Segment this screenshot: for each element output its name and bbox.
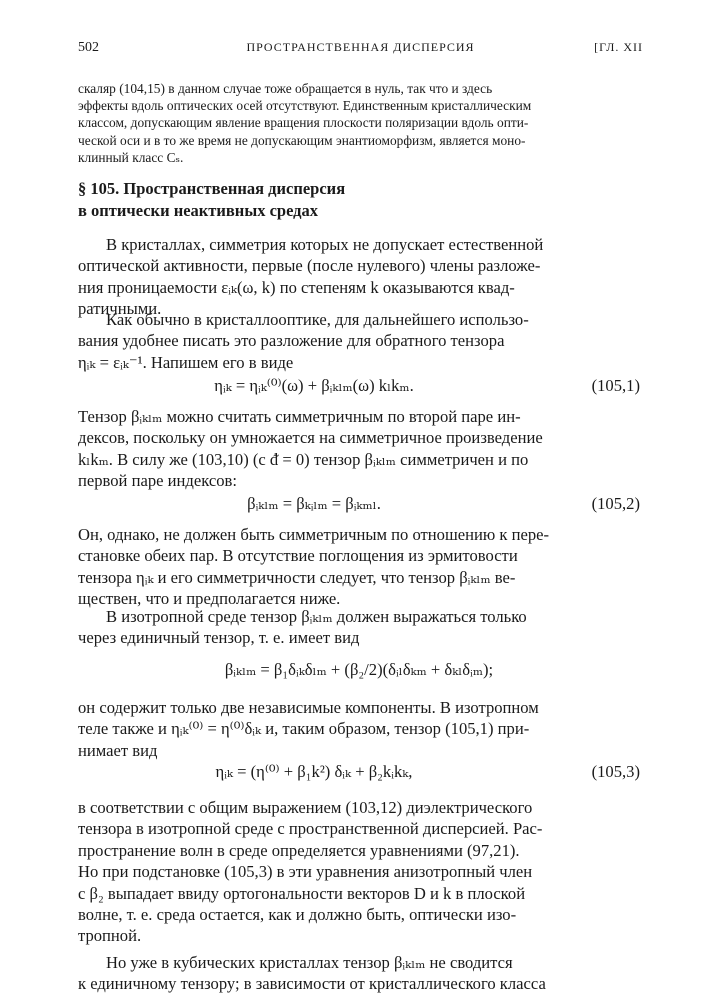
text-line: тензора ηᵢₖ и его симметричности следует, что тензор βᵢₖₗₘ ве-: [78, 567, 516, 587]
text-line: В кристаллах, симметрия которых не допускает естественной: [106, 235, 544, 254]
text-line: пространение волн в среде определяется уравнениями (97,21).: [78, 840, 520, 860]
running-title: ПРОСТРАНСТВЕННАЯ ДИСПЕРСИЯ: [246, 40, 475, 54]
text-line: Но при подстановке (105,3) в эти уравнения анизотропный член: [78, 862, 533, 882]
text-line: оптической активности, первые (после нулевого) члены разложе-: [78, 256, 541, 276]
paragraph-8: [78, 952, 640, 995]
equation-number: (105,3): [591, 762, 640, 781]
text-line: он содержит только две независимые компоненты. В изотропном: [78, 698, 539, 717]
equation-number: (105,2): [591, 494, 640, 513]
paragraph-6: [78, 697, 640, 761]
text-line: тропной.: [78, 926, 142, 946]
text-line: ηᵢₖ = εᵢₖ⁻¹. Напишем его в виде: [78, 352, 294, 372]
section-heading: [78, 178, 638, 222]
text-line: тензора в изотропной среде с пространственной дисперсией. Рас-: [78, 819, 543, 839]
equation-formula: ηᵢₖ = ηᵢₖ⁽⁰⁾(ω) + βᵢₖₗₘ(ω) kₗkₘ.: [214, 376, 414, 395]
text-line: ния проницаемости εᵢₖ(ω, k) по степеням k оказываются квад-: [78, 277, 515, 297]
text-line: первой паре индексов:: [78, 471, 237, 491]
text-line: теле также и ηᵢₖ⁽⁰⁾ = η⁽⁰⁾δᵢₖ и, таким образом, тензор (105,1) при-: [78, 719, 530, 739]
text-line: волне, т. е. среда остается, как и должно быть, оптически изо-: [78, 905, 517, 925]
text-line: нимает вид: [78, 740, 158, 760]
text-line: В изотропной среде тензор βᵢₖₗₘ должен выражаться только: [106, 607, 527, 626]
paragraph-7: [78, 797, 640, 947]
text-line: становке обеих пар. В отсутствие поглощения из эрмитовости: [78, 546, 518, 566]
section-title-line1: § 105. Пространственная дисперсия: [78, 179, 346, 198]
text-line: через единичный тензор, т. е. имеет вид: [78, 628, 360, 648]
text-line: в соответствии с общим выражением (103,12) диэлектрического: [78, 798, 533, 817]
equation-105-1: [78, 376, 640, 400]
text-line: к единичному тензору; в зависимости от кристаллического класса: [78, 974, 546, 994]
text-line: скаляр (104,15) в данном случае тоже обращается в нуль, так что и здесь: [78, 81, 493, 96]
text-line: ческой оси и в то же время не допускающим энантиоморфизм, является моно-: [78, 132, 526, 148]
running-header: [78, 40, 643, 62]
paragraph-5: [78, 606, 640, 649]
text-line: kₗkₘ. В силу же (103,10) (с ᵭ = 0) тензор βᵢₖₗₘ симметричен и по: [78, 449, 529, 469]
text-line: вания удобнее писать это разложение для обратного тензора: [78, 331, 505, 351]
chapter-label: [ГЛ. XII: [594, 40, 643, 54]
equation-105-3: [78, 762, 640, 786]
equation-beta-isotropic: [78, 660, 640, 684]
text-line: с β₂ выпадает ввиду ортогональности векторов D и k в плоской: [78, 883, 526, 903]
text-line: эффекты вдоль оптических осей отсутствуют. Единственным кристаллическим: [78, 98, 532, 114]
text-line: ратичными.: [78, 299, 162, 319]
paragraph-1: [78, 234, 640, 320]
paragraph-3: [78, 406, 640, 492]
text-line: дексов, поскольку он умножается на симметричное произведение: [78, 428, 543, 448]
page-number: 502: [78, 40, 99, 55]
text-line: Как обычно в кристаллооптике, для дальнейшего использо-: [106, 310, 529, 329]
equation-formula: βᵢₖₗₘ = β₁δᵢₖδₗₘ + (β₂/2)(δᵢₗδₖₘ + δₖₗδᵢₘ);: [224, 660, 494, 679]
equation-formula: ηᵢₖ = (η⁽⁰⁾ + β₁k²) δᵢₖ + β₂kᵢkₖ,: [215, 762, 413, 781]
paragraph-2: [78, 309, 640, 373]
equation-number: (105,1): [591, 376, 640, 395]
intro-paragraph: [78, 80, 638, 166]
text-line: Он, однако, не должен быть симметричным по отношению к пере-: [78, 525, 550, 544]
paragraph-4: [78, 524, 640, 610]
text-line: Тензор βᵢₖₗₘ можно считать симметричным по второй паре ин-: [78, 407, 521, 426]
text-line: классом, допускающим явление вращения плоскости поляризации вдоль опти-: [78, 115, 529, 131]
text-line: клинный класс Cₛ.: [78, 149, 184, 165]
text-line: ществен, что и предполагается ниже.: [78, 589, 341, 609]
text-line: Но уже в кубических кристаллах тензор βᵢₖₗₘ не сводится: [106, 953, 513, 972]
equation-105-2: [78, 494, 640, 518]
equation-formula: βᵢₖₗₘ = βₖᵢₗₘ = βᵢₖₘₗ.: [247, 494, 381, 513]
section-title-line2: в оптически неактивных средах: [78, 201, 319, 220]
